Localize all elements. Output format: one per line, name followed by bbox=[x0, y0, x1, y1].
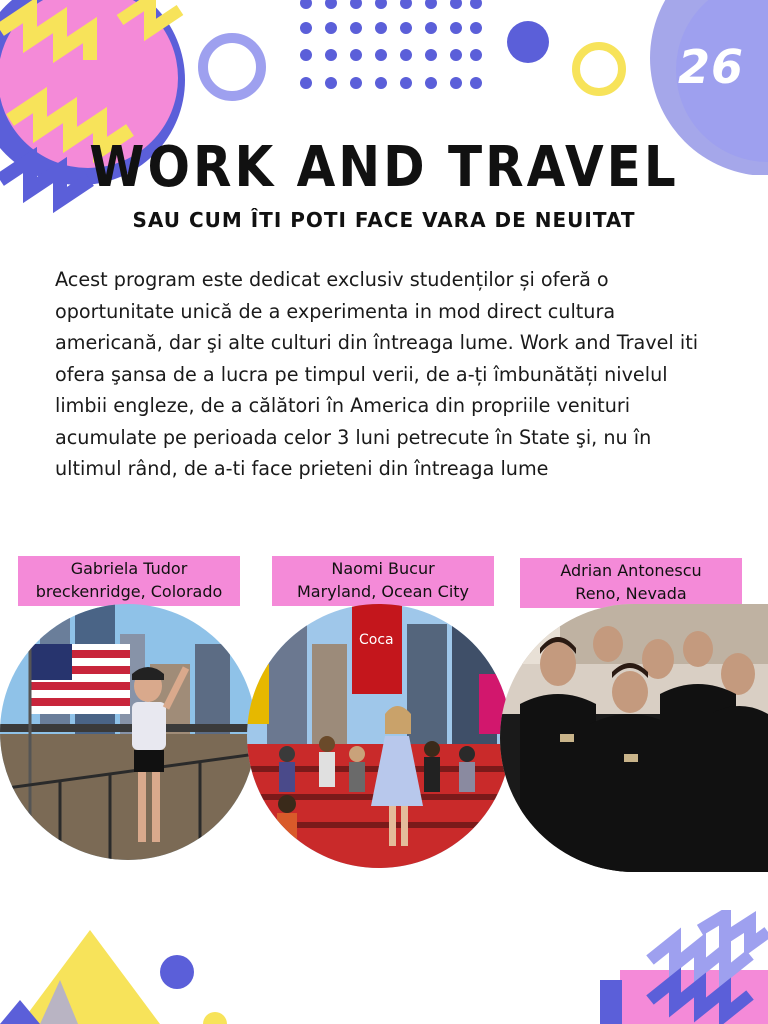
participant-photo-1 bbox=[0, 604, 256, 860]
svg-text:Coca: Coca bbox=[359, 632, 394, 648]
ring-yellow bbox=[570, 40, 628, 98]
bottom-left-shapes bbox=[0, 920, 230, 1024]
participant-photo-2 bbox=[247, 604, 511, 868]
bottom-right-shapes bbox=[590, 910, 768, 1024]
page-number: 26 bbox=[677, 40, 744, 94]
participant-name: Adrian Antonescu bbox=[560, 561, 702, 580]
participant-location: breckenridge, Colorado bbox=[35, 582, 223, 601]
page-subtitle: SAU CUM ÎTI POTI FACE VARA DE NEUITAT bbox=[132, 208, 636, 232]
dot-blue bbox=[506, 20, 550, 64]
ring-lavender bbox=[195, 30, 269, 104]
participant-label-3 bbox=[520, 558, 742, 608]
participant-label-2 bbox=[272, 556, 494, 606]
page-title: WORK AND TRAVEL bbox=[89, 134, 679, 200]
participant-location: Maryland, Ocean City bbox=[297, 582, 469, 601]
participant-location: Reno, Nevada bbox=[575, 584, 687, 603]
participant-photo-3 bbox=[500, 604, 768, 872]
intro-paragraph: Acest program este dedicat exclusiv studenților și oferă o oportunitate unică de a experimenta in mod direct cultura americană, dar şi alte culturi din întreaga lume. Work and Travel iti ofera şansa de a lucra pe timpul verii, de a-ți îmbunătăți nivelul limbii engleze, de a călători în America din propriile venituri acumulate pe perioada celor 3 luni petrecute în State şi, nu în ultimul rând, de a-ti face prieteni din întreaga lume bbox=[55, 268, 699, 480]
participant-label-1 bbox=[18, 556, 240, 606]
dot-grid bbox=[296, 0, 486, 100]
participant-name: Gabriela Tudor bbox=[70, 559, 188, 578]
participant-name: Naomi Bucur bbox=[331, 559, 435, 578]
